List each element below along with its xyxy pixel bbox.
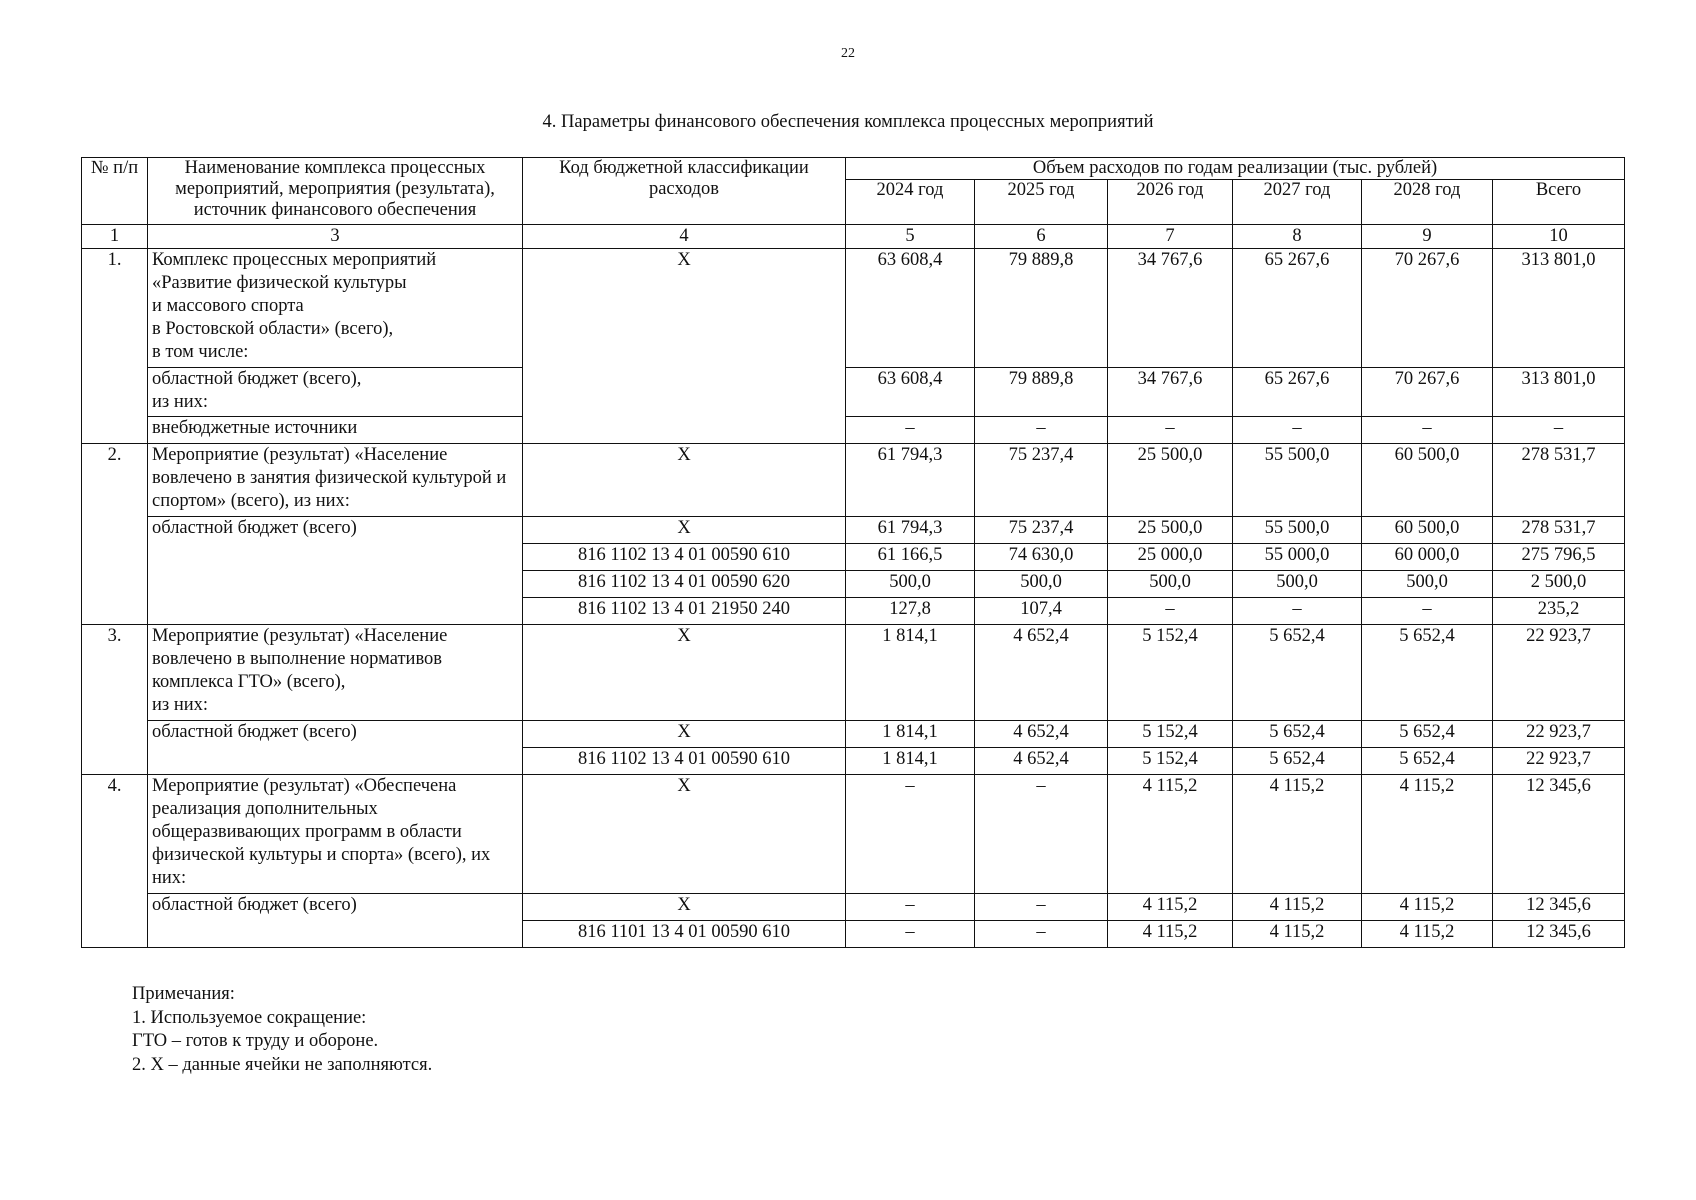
- value-cell: 55 500,0: [1233, 444, 1362, 517]
- value-cell: 70 267,6: [1362, 249, 1493, 368]
- value-cell: 5 652,4: [1362, 748, 1493, 775]
- header-year: 2027 год: [1233, 180, 1362, 225]
- value-cell: 63 608,4: [846, 249, 975, 368]
- value-cell: 4 115,2: [1108, 921, 1233, 948]
- header-year: 2026 год: [1108, 180, 1233, 225]
- value-cell: 60 500,0: [1362, 444, 1493, 517]
- row-number: 4.: [82, 775, 148, 948]
- value-cell: 55 000,0: [1233, 544, 1362, 571]
- value-cell: –: [846, 417, 975, 444]
- value-cell: 1 814,1: [846, 721, 975, 748]
- value-cell: –: [1362, 598, 1493, 625]
- column-number: 6: [975, 225, 1108, 249]
- financial-table: [81, 157, 1625, 948]
- value-cell: 60 500,0: [1362, 517, 1493, 544]
- table-title: 4. Параметры финансового обеспечения комплекса процессных мероприятий: [542, 112, 1154, 132]
- value-cell: 60 000,0: [1362, 544, 1493, 571]
- column-number: 5: [846, 225, 975, 249]
- row-name: областной бюджет (всего): [148, 517, 523, 625]
- row-code: 816 1101 13 4 01 00590 610: [523, 921, 846, 948]
- value-cell: –: [846, 775, 975, 894]
- value-cell: 25 500,0: [1108, 517, 1233, 544]
- value-cell: 79 889,8: [975, 368, 1108, 417]
- row-number: 2.: [82, 444, 148, 625]
- value-cell: 22 923,7: [1493, 625, 1625, 721]
- value-cell: 5 652,4: [1362, 721, 1493, 748]
- table-row: [82, 368, 1625, 417]
- row-code: X: [523, 625, 846, 721]
- row-name: внебюджетные источники: [148, 417, 523, 444]
- value-cell: 278 531,7: [1493, 517, 1625, 544]
- value-cell: 22 923,7: [1493, 748, 1625, 775]
- header-num: № п/п: [82, 158, 148, 225]
- value-cell: 22 923,7: [1493, 721, 1625, 748]
- value-cell: 55 500,0: [1233, 517, 1362, 544]
- header-name: Наименование комплекса процессных мероприятий, мероприятия (результата), источник финансового обеспечения: [148, 158, 523, 225]
- row-code: 816 1102 13 4 01 00590 620: [523, 571, 846, 598]
- table-row: [82, 417, 1625, 444]
- value-cell: 79 889,8: [975, 249, 1108, 368]
- value-cell: –: [846, 921, 975, 948]
- value-cell: –: [1108, 598, 1233, 625]
- header-row-1: [82, 158, 1625, 180]
- value-cell: 4 652,4: [975, 748, 1108, 775]
- value-cell: 5 652,4: [1362, 625, 1493, 721]
- value-cell: 500,0: [1362, 571, 1493, 598]
- value-cell: 235,2: [1493, 598, 1625, 625]
- value-cell: 5 152,4: [1108, 625, 1233, 721]
- row-code: X: [523, 517, 846, 544]
- value-cell: 5 652,4: [1233, 625, 1362, 721]
- column-number: 1: [82, 225, 148, 249]
- value-cell: 500,0: [975, 571, 1108, 598]
- column-number: 10: [1493, 225, 1625, 249]
- value-cell: 127,8: [846, 598, 975, 625]
- value-cell: 12 345,6: [1493, 775, 1625, 894]
- row-name: областной бюджет (всего): [148, 894, 523, 948]
- value-cell: 278 531,7: [1493, 444, 1625, 517]
- value-cell: –: [1233, 417, 1362, 444]
- note-line: ГТО – готов к труду и обороне.: [132, 1031, 379, 1051]
- header-year: 2028 год: [1362, 180, 1493, 225]
- value-cell: 75 237,4: [975, 444, 1108, 517]
- value-cell: 63 608,4: [846, 368, 975, 417]
- value-cell: 4 115,2: [1233, 775, 1362, 894]
- header-volume: Объем расходов по годам реализации (тыс. рублей): [846, 158, 1625, 180]
- value-cell: 4 115,2: [1362, 921, 1493, 948]
- value-cell: –: [1233, 598, 1362, 625]
- value-cell: 313 801,0: [1493, 249, 1625, 368]
- value-cell: –: [846, 894, 975, 921]
- value-cell: –: [975, 775, 1108, 894]
- column-number-row: [82, 225, 1625, 249]
- value-cell: 25 500,0: [1108, 444, 1233, 517]
- row-name: областной бюджет (всего): [148, 721, 523, 775]
- row-name: Мероприятие (результат) «Население вовлечено в занятия физической культурой и спортом» (всего), из них:: [148, 444, 523, 517]
- value-cell: 74 630,0: [975, 544, 1108, 571]
- note-line: 2. X – данные ячейки не заполняются.: [132, 1054, 433, 1075]
- value-cell: 4 652,4: [975, 625, 1108, 721]
- column-number: 4: [523, 225, 846, 249]
- row-number: 1.: [82, 249, 148, 444]
- value-cell: –: [975, 921, 1108, 948]
- notes-heading: Примечания:: [132, 984, 235, 1004]
- value-cell: 12 345,6: [1493, 894, 1625, 921]
- row-code: 816 1102 13 4 01 00590 610: [523, 544, 846, 571]
- header-year: 2025 год: [975, 180, 1108, 225]
- page-number: 22: [841, 46, 855, 61]
- value-cell: 313 801,0: [1493, 368, 1625, 417]
- table-row: [82, 894, 1625, 921]
- row-code: X: [523, 249, 846, 444]
- row-code: X: [523, 775, 846, 894]
- value-cell: –: [975, 894, 1108, 921]
- value-cell: 500,0: [1108, 571, 1233, 598]
- value-cell: 2 500,0: [1493, 571, 1625, 598]
- value-cell: 5 652,4: [1233, 721, 1362, 748]
- table-row: [82, 249, 1625, 368]
- value-cell: 65 267,6: [1233, 249, 1362, 368]
- row-name: областной бюджет (всего), из них:: [148, 368, 523, 417]
- value-cell: 4 115,2: [1108, 894, 1233, 921]
- value-cell: 34 767,6: [1108, 368, 1233, 417]
- row-code: X: [523, 721, 846, 748]
- note-line: 1. Используемое сокращение:: [132, 1007, 367, 1028]
- row-code: 816 1102 13 4 01 00590 610: [523, 748, 846, 775]
- table-row: [82, 721, 1625, 748]
- value-cell: –: [1108, 417, 1233, 444]
- row-name: Комплекс процессных мероприятий «Развитие физической культуры и массового спорта в Ростовской области» (всего), в том числе:: [148, 249, 523, 368]
- column-number: 3: [148, 225, 523, 249]
- value-cell: 61 794,3: [846, 517, 975, 544]
- value-cell: 5 152,4: [1108, 748, 1233, 775]
- row-name: Мероприятие (результат) «Обеспечена реализация дополнительных общеразвивающих программ в области физической культуры и спорта» (всего), их них:: [148, 775, 523, 894]
- value-cell: 500,0: [1233, 571, 1362, 598]
- value-cell: –: [1493, 417, 1625, 444]
- value-cell: 5 652,4: [1233, 748, 1362, 775]
- notes-block: [132, 983, 432, 1077]
- value-cell: 4 115,2: [1362, 775, 1493, 894]
- column-number: 9: [1362, 225, 1493, 249]
- header-year: 2024 год: [846, 180, 975, 225]
- value-cell: 70 267,6: [1362, 368, 1493, 417]
- value-cell: 275 796,5: [1493, 544, 1625, 571]
- value-cell: –: [975, 417, 1108, 444]
- value-cell: 5 152,4: [1108, 721, 1233, 748]
- column-number: 8: [1233, 225, 1362, 249]
- value-cell: 12 345,6: [1493, 921, 1625, 948]
- row-code: X: [523, 894, 846, 921]
- row-name: Мероприятие (результат) «Население вовлечено в выполнение нормативов комплекса ГТО» (всего), из них:: [148, 625, 523, 721]
- row-number: 3.: [82, 625, 148, 775]
- value-cell: –: [1362, 417, 1493, 444]
- row-code: 816 1102 13 4 01 21950 240: [523, 598, 846, 625]
- value-cell: 75 237,4: [975, 517, 1108, 544]
- value-cell: 4 652,4: [975, 721, 1108, 748]
- value-cell: 61 794,3: [846, 444, 975, 517]
- value-cell: 1 814,1: [846, 625, 975, 721]
- row-code: X: [523, 444, 846, 517]
- value-cell: 4 115,2: [1108, 775, 1233, 894]
- table-row: [82, 517, 1625, 544]
- value-cell: 61 166,5: [846, 544, 975, 571]
- value-cell: 4 115,2: [1233, 921, 1362, 948]
- value-cell: 4 115,2: [1233, 894, 1362, 921]
- value-cell: 34 767,6: [1108, 249, 1233, 368]
- value-cell: 25 000,0: [1108, 544, 1233, 571]
- value-cell: 500,0: [846, 571, 975, 598]
- header-code: Код бюджетной классификации расходов: [523, 158, 846, 225]
- value-cell: 65 267,6: [1233, 368, 1362, 417]
- table-row: [82, 625, 1625, 721]
- value-cell: 4 115,2: [1362, 894, 1493, 921]
- column-number: 7: [1108, 225, 1233, 249]
- table-row: [82, 444, 1625, 517]
- value-cell: 107,4: [975, 598, 1108, 625]
- header-total: Всего: [1493, 180, 1625, 225]
- table-row: [82, 775, 1625, 894]
- value-cell: 1 814,1: [846, 748, 975, 775]
